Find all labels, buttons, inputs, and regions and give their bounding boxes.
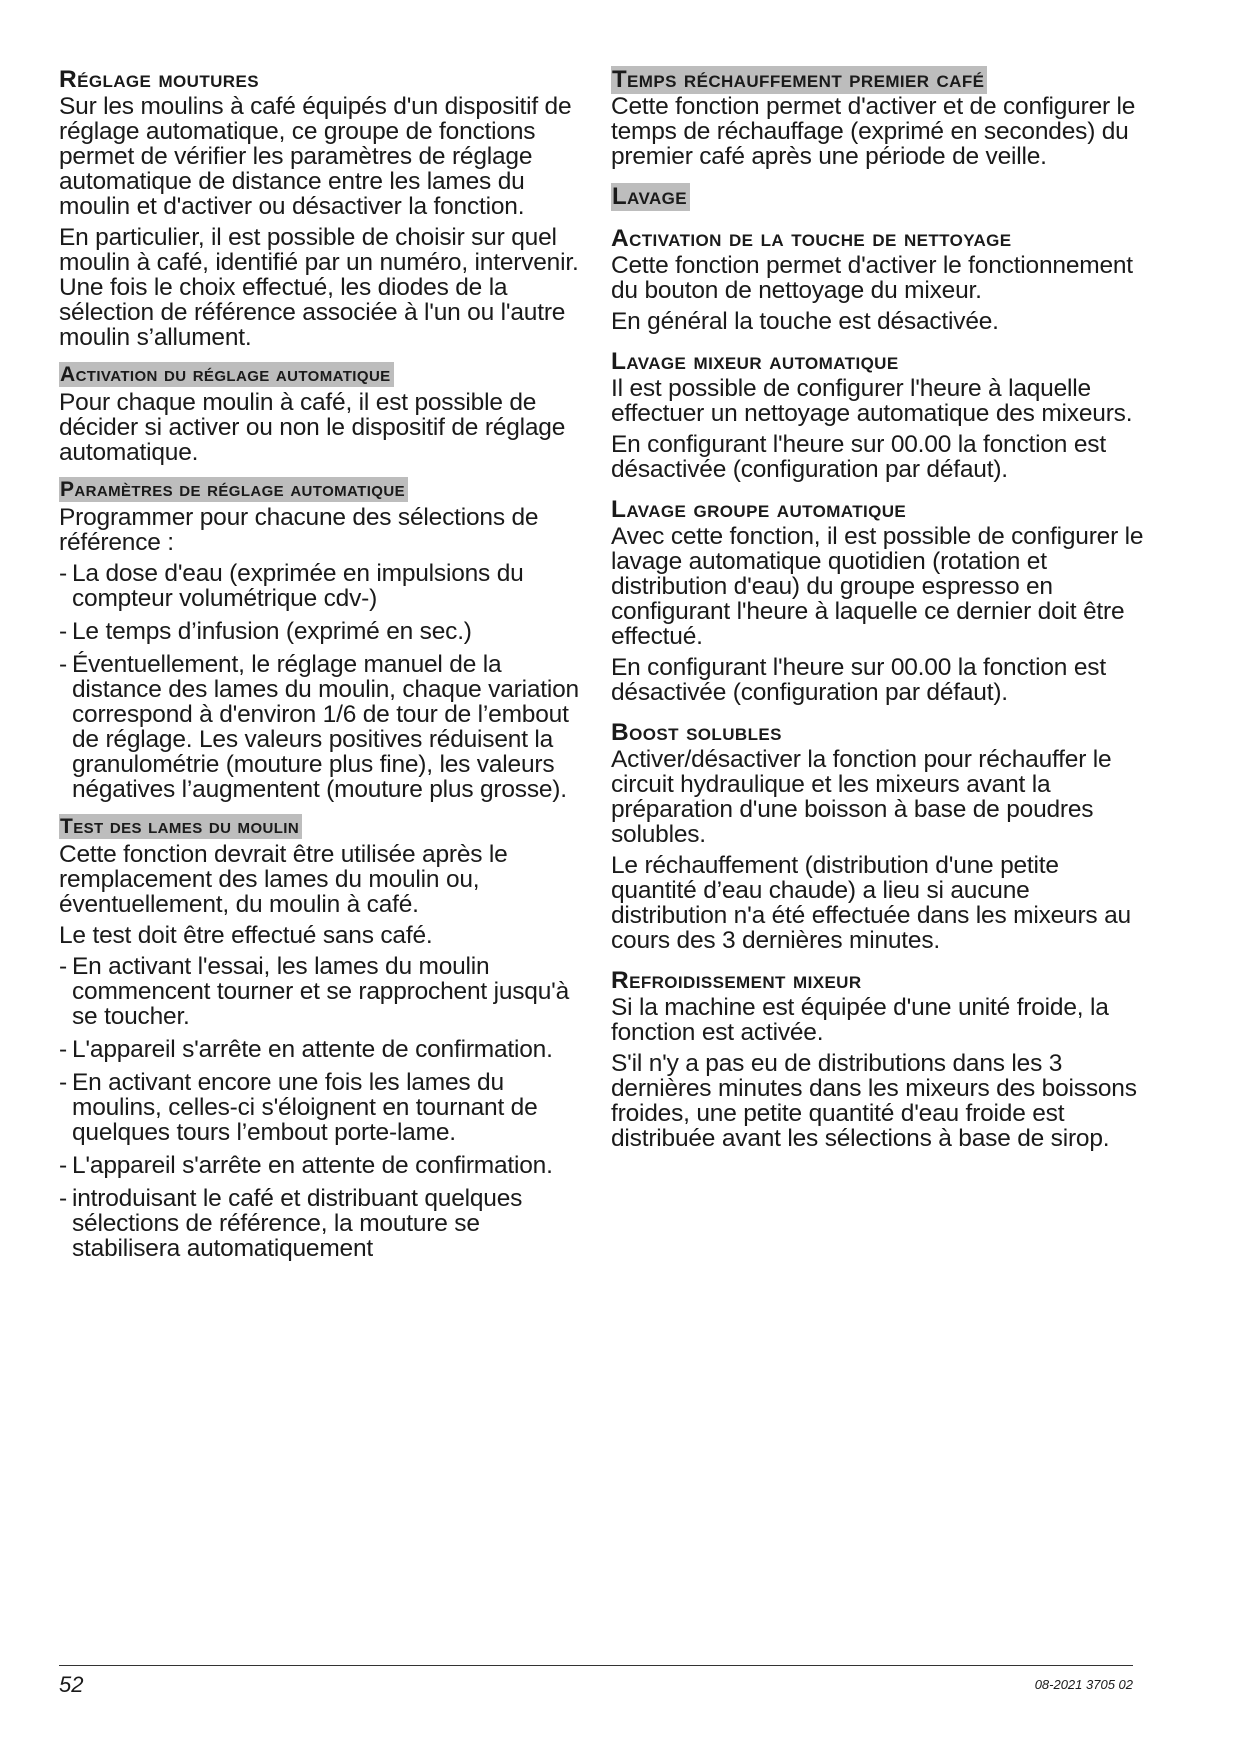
- left-column: [59, 66, 579, 1269]
- subheading-activation-reglage: [59, 360, 579, 388]
- paragraph: Le réchauffement (distribution d'une petite quantité d’eau chaude) a lieu si aucune distribution n'a été effectuée dans les mixeurs au cours des 3 dernières minutes.: [611, 852, 1131, 954]
- bullet-dash: -: [59, 1069, 67, 1096]
- list-item: [59, 1186, 579, 1261]
- paragraph: En configurant l'heure sur 00.00 la fonction est désactivée (configuration par défaut).: [611, 431, 1106, 483]
- list-item-text: Le temps d’infusion (exprimé en sec.): [72, 618, 472, 645]
- subheading-label: Test des lames du moulin: [59, 814, 302, 839]
- paragraph: Cette fonction devrait être utilisée après le remplacement des lames du moulin ou, éventuellement, du moulin à café.: [59, 841, 508, 918]
- list-item-text: En activant l'essai, les lames du moulin commencent tourner et se rapprochent jusqu'à se toucher.: [72, 953, 570, 1030]
- heading-lavage-mixeur: Lavage mixeur automatique: [611, 348, 899, 375]
- list-item-text: introduisant le café et distribuant quelques sélections de référence, la mouture se stabilisera automatiquement: [72, 1185, 523, 1262]
- paragraph: En configurant l'heure sur 00.00 la fonction est désactivée (configuration par défaut).: [611, 654, 1106, 706]
- list-item: [59, 652, 579, 802]
- paragraph: En général la touche est désactivée.: [611, 308, 999, 335]
- paragraph: Le test doit être effectué sans café.: [59, 922, 433, 949]
- heading-lavage: [611, 183, 1146, 211]
- paragraph: En particulier, il est possible de choisir sur quel moulin à café, identifié par un numéro, intervenir. Une fois le choix effectué, les diodes de la sélection de référence associée à l'un ou l'autre moulin s’allument.: [59, 224, 579, 351]
- list-item: [59, 561, 579, 611]
- subheading-label: Paramètres de réglage automatique: [59, 477, 408, 502]
- heading-boost-solubles: Boost solubles: [611, 719, 782, 746]
- paragraph: Avec cette fonction, il est possible de configurer le lavage automatique quotidien (rotation et distribution d'eau) du groupe espresso en configurant l'heure à laquelle ce dernier doit être effectué.: [611, 523, 1144, 650]
- document-code: 08-2021 3705 02: [1034, 1677, 1133, 1692]
- paragraph: Activer/désactiver la fonction pour réchauffer le circuit hydraulique et les mixeurs avant la préparation d'une boisson à base de poudres solubles.: [611, 746, 1112, 848]
- heading-label: Temps réchauffement premier café: [611, 66, 987, 94]
- list-item-text: La dose d'eau (exprimée en impulsions du compteur volumétrique cdv-): [72, 560, 524, 612]
- list-item-text: L'appareil s'arrête en attente de confirmation.: [72, 1036, 553, 1063]
- heading-activation-touche: Activation de la touche de nettoyage: [611, 225, 1012, 252]
- bullet-dash: -: [59, 1036, 67, 1063]
- bullet-dash: -: [59, 1185, 67, 1212]
- heading-label: Lavage: [611, 183, 690, 211]
- bullet-dash: -: [59, 953, 67, 980]
- bullet-dash: -: [59, 560, 67, 587]
- subheading-label: Activation du réglage automatique: [59, 362, 394, 387]
- page-number: 52: [59, 1672, 84, 1697]
- heading-lavage-groupe: Lavage groupe automatique: [611, 496, 907, 523]
- bullet-dash: -: [59, 1152, 67, 1179]
- list-item: [59, 1153, 579, 1178]
- bullet-dash: -: [59, 651, 67, 678]
- list-item: [59, 619, 579, 644]
- right-column: [611, 66, 1146, 1157]
- heading-refroidissement: Refroidissement mixeur: [611, 967, 862, 994]
- heading-temps-rechauffement: [611, 66, 1146, 94]
- paragraph: Cette fonction permet d'activer le fonctionnement du bouton de nettoyage du mixeur.: [611, 252, 1133, 304]
- paragraph: Programmer pour chacune des sélections de référence :: [59, 504, 539, 556]
- paragraph: S'il n'y a pas eu de distributions dans les 3 dernières minutes dans les mixeurs des boissons froides, une petite quantité d'eau froide est distribuée avant les sélections à base de sirop.: [611, 1050, 1137, 1152]
- footer-divider: [59, 1665, 1133, 1666]
- list-item: [59, 954, 579, 1029]
- list-item: [59, 1070, 579, 1145]
- paragraph: Sur les moulins à café équipés d'un dispositif de réglage automatique, ce groupe de fonctions permet de vérifier les paramètres de réglage automatique de distance entre les lames du moulin et d'activer ou désactiver la fonction.: [59, 93, 572, 220]
- paragraph: Il est possible de configurer l'heure à laquelle effectuer un nettoyage automatique des mixeurs.: [611, 375, 1133, 427]
- bullet-dash: -: [59, 618, 67, 645]
- list-item-text: En activant encore une fois les lames du moulins, celles-ci s'éloignent en tournant de quelques tours l’embout porte-lame.: [72, 1069, 538, 1146]
- paragraph: Pour chaque moulin à café, il est possible de décider si activer ou non le dispositif de réglage automatique.: [59, 389, 566, 466]
- paragraph: Si la machine est équipée d'une unité froide, la fonction est activée.: [611, 994, 1109, 1046]
- list-item-text: L'appareil s'arrête en attente de confirmation.: [72, 1152, 553, 1179]
- subheading-test-lames: [59, 812, 579, 840]
- list-item-text: Éventuellement, le réglage manuel de la distance des lames du moulin, chaque variation correspond à d'environ 1/6 de tour de l’embout de réglage. Les valeurs positives réduisent la granulométrie (mouture plus fine), les valeurs négatives l’augmentent (mouture plus grosse).: [72, 651, 579, 803]
- subheading-parametres-reglage: [59, 475, 579, 503]
- paragraph: Cette fonction permet d'activer et de configurer le temps de réchauffage (exprimé en secondes) du premier café après une période de veille.: [611, 93, 1136, 170]
- list-item: [59, 1037, 579, 1062]
- heading-reglage-moutures: Réglage moutures: [59, 66, 259, 93]
